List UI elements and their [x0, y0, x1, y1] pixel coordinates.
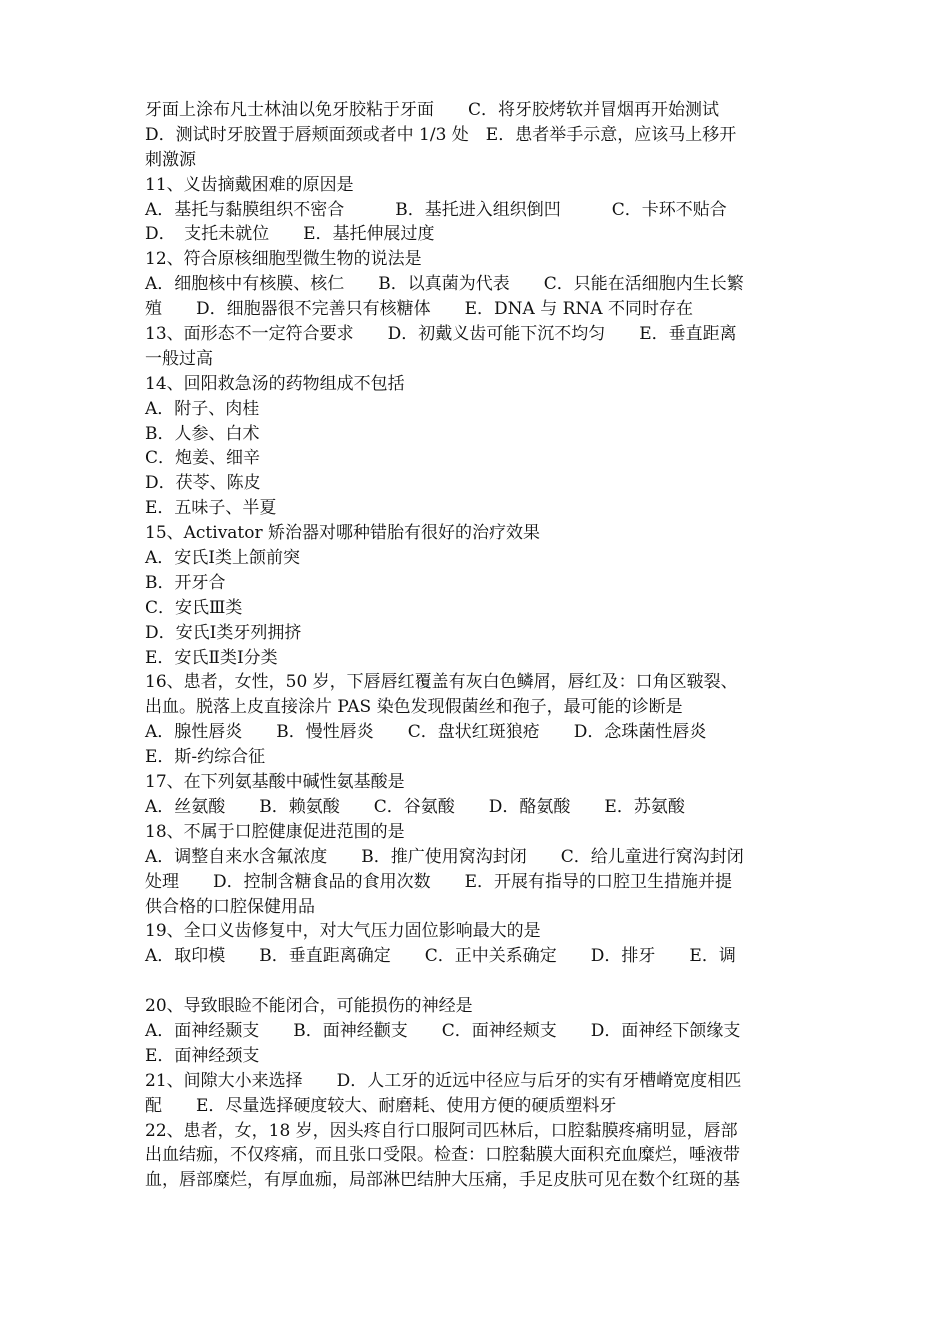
text-line — [145, 969, 817, 994]
text-line: A．细胞核中有核膜、核仁 B．以真菌为代表 C．只能在活细胞内生长繁 — [145, 274, 744, 295]
text-line: B．人参、白术 — [145, 423, 260, 444]
text-line: 血，唇部糜烂，有厚血痂，局部淋巴结肿大压痛，手足皮肤可见在数个红斑的基 — [145, 1170, 740, 1191]
text-line: A．调整自来水含氟浓度 B．推广使用窝沟封闭 C．给儿童进行窝沟封闭 — [145, 846, 744, 867]
text-line: A．基托与黏膜组织不密合 B．基托进入组织倒凹 C．卡环不贴合 — [145, 199, 727, 220]
document-page — [145, 98, 817, 1193]
text-line: 12、符合原核细胞型微生物的说法是 — [145, 249, 422, 270]
text-line: 11、义齿摘戴困难的原因是 — [145, 174, 354, 195]
text-line: 20、导致眼睑不能闭合，可能损伤的神经是 — [145, 996, 473, 1017]
text-line: 殖 D．细胞器很不完善只有核糖体 E．DNA 与 RNA 不同时存在 — [145, 299, 693, 320]
text-line: 19、全口义齿修复中，对大气压力固位影响最大的是 — [145, 921, 541, 942]
text-line: D．安氏Ⅰ类牙列拥挤 — [145, 622, 302, 643]
text-line: C．安氏Ⅲ类 — [145, 597, 243, 618]
text-line: 16、患者，女性，50 岁，下唇唇红覆盖有灰白色鳞屑，唇红及：口角区皲裂、 — [145, 672, 738, 693]
text-line: D．测试时牙胶置于唇颊面颈或者中 1/3 处 E．患者举手示意，应该马上移开 — [145, 124, 737, 145]
text-line: E．安氏Ⅱ类Ⅰ分类 — [145, 647, 278, 668]
text-line: C．炮姜、细辛 — [145, 448, 261, 469]
text-line: 配 E．尽量选择硬度较大、耐磨耗、使用方便的硬质塑料牙 — [145, 1095, 617, 1116]
text-line: A．附子、肉桂 — [145, 398, 260, 419]
text-line: 17、在下列氨基酸中碱性氨基酸是 — [145, 772, 405, 793]
text-line: 22、患者，女，18 岁，因头疼自行口服阿司匹林后，口腔黏膜疼痛明显，唇部 — [145, 1120, 738, 1141]
text-line: 14、回阳救急汤的药物组成不包括 — [145, 373, 405, 394]
text-line: 13、面形态不一定符合要求 D．初戴义齿可能下沉不均匀 E．垂直距离 — [145, 324, 737, 345]
text-line: E．五味子、半夏 — [145, 498, 277, 519]
text-line: E．面神经颈支 — [145, 1045, 260, 1066]
text-line: A．安氏Ⅰ类上颌前突 — [145, 548, 300, 569]
text-line: D． 支托未就位 E．基托伸展过度 — [145, 224, 435, 245]
text-line: 15、Activator 矫治器对哪种错胎有很好的治疗效果 — [145, 523, 541, 544]
text-line: B．开牙合 — [145, 572, 226, 593]
text-line: A．面神经颞支 B．面神经颧支 C．面神经颊支 D．面神经下颌缘支 — [145, 1020, 741, 1041]
text-line: 21、间隙大小来选择 D．人工牙的近远中径应与后牙的实有牙槽嵴宽度相匹 — [145, 1070, 742, 1091]
text-line: 处理 D．控制含糖食品的食用次数 E．开展有指导的口腔卫生措施并提 — [145, 871, 733, 892]
text-line: A．取印模 B．垂直距离确定 C．正中关系确定 D．排牙 E．调 — [145, 946, 736, 967]
text-line: E．斯-约综合征 — [145, 747, 266, 768]
text-line: 刺激源 — [145, 149, 196, 170]
text-line: 出血。脱落上皮直接涂片 PAS 染色发现假菌丝和孢子，最可能的诊断是 — [145, 697, 683, 718]
text-line: 出血结痂，不仅疼痛，而且张口受限。检查：口腔黏膜大面积充血糜烂，唾液带 — [145, 1145, 740, 1166]
text-line: 一般过高 — [145, 348, 213, 369]
text-line: A．腺性唇炎 B．慢性唇炎 C．盘状红斑狼疮 D．念珠菌性唇炎 — [145, 722, 707, 743]
text-line: 供合格的口腔保健用品 — [145, 896, 315, 917]
text-line: 牙面上涂布凡士林油以免牙胶粘于牙面 C．将牙胶烤软并冒烟再开始测试 — [145, 100, 720, 120]
text-line: A．丝氨酸 B．赖氨酸 C．谷氨酸 D．酪氨酸 E．苏氨酸 — [145, 796, 685, 817]
text-line: 18、不属于口腔健康促进范围的是 — [145, 821, 405, 842]
text-line: D．茯苓、陈皮 — [145, 473, 261, 494]
